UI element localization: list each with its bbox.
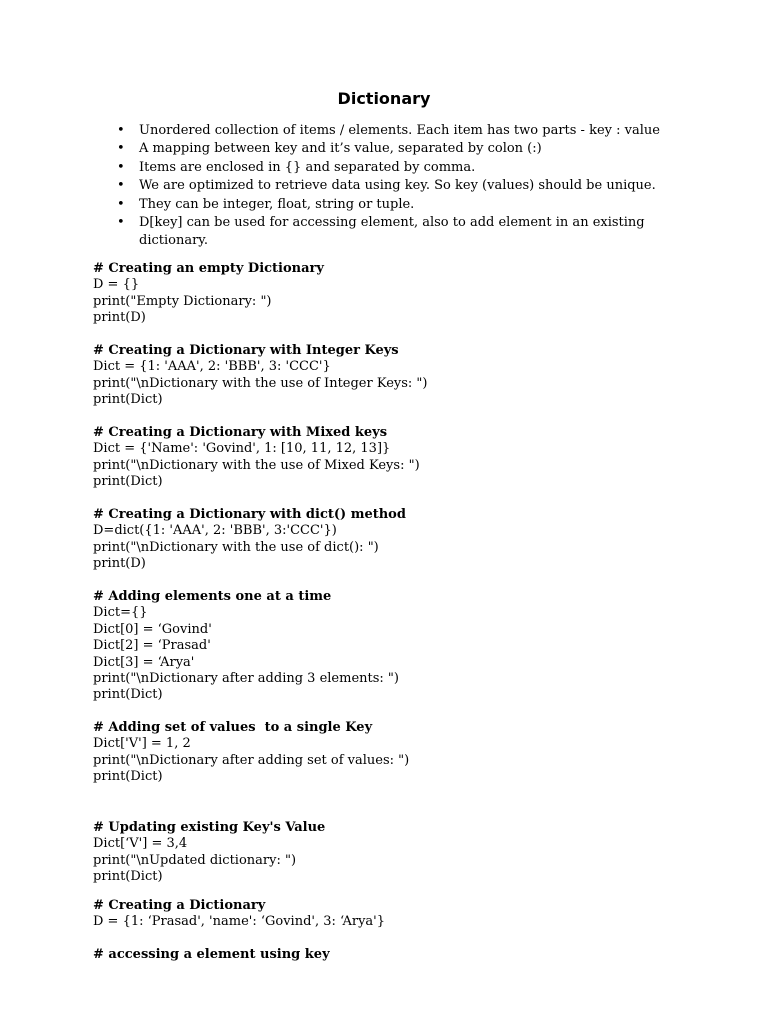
code-section-updating-value <box>93 820 693 886</box>
code-line: print("\nDictionary after adding 3 elements: ") <box>93 670 399 686</box>
code-line: print(Dict) <box>93 474 163 490</box>
code-line: Dict[3] = ‘Arya' <box>93 654 195 670</box>
section-heading: # Updating existing Key's Value <box>93 820 326 835</box>
code-line: D = {1: ‘Prasad', 'name': ‘Govind', 3: ‘Arya'} <box>93 914 386 930</box>
bullet-item: • D[key] can be used for accessing element, also to add element in an existing dictionary. <box>117 214 677 251</box>
code-section-dict-method <box>93 507 693 573</box>
code-section-empty-dictionary <box>93 261 693 327</box>
bullet-list <box>117 122 677 251</box>
code-line: Dict[‘V'] = 3,4 <box>93 836 188 852</box>
section-heading: # Creating a Dictionary with Integer Keys <box>93 343 399 358</box>
code-line: Dict = {'Name': 'Govind', 1: [10, 11, 12, 13]} <box>93 441 391 457</box>
page-title: Dictionary <box>337 89 431 108</box>
code-line: Dict['V'] = 1, 2 <box>93 736 191 752</box>
code-line: print(Dict) <box>93 687 163 703</box>
code-section-adding-elements <box>93 589 693 704</box>
bullet-item: • They can be integer, float, string or tuple. <box>117 196 677 214</box>
section-heading: # Creating a Dictionary <box>93 898 266 913</box>
section-heading: # Creating an empty Dictionary <box>93 261 324 276</box>
code-line: print("\nDictionary after adding set of values: ") <box>93 752 410 768</box>
code-line: print("Empty Dictionary: ") <box>93 293 272 309</box>
code-line: print(Dict) <box>93 769 163 785</box>
code-line: print(D) <box>93 556 146 572</box>
section-heading: # Adding set of values to a single Key <box>93 720 373 735</box>
code-section-integer-keys <box>93 343 693 409</box>
section-heading: # Creating a Dictionary with dict() method <box>93 507 406 522</box>
code-line: Dict = {1: 'AAA', 2: 'BBB', 3: 'CCC'} <box>93 359 331 375</box>
code-section-accessing-element <box>93 947 693 963</box>
section-heading: # accessing a element using key <box>93 947 330 962</box>
code-line: print(Dict) <box>93 392 163 408</box>
bullet-item: • A mapping between key and it’s value, separated by colon (:) <box>117 140 677 158</box>
code-line: Dict[2] = ‘Prasad' <box>93 638 211 654</box>
code-section-creating-dictionary <box>93 898 693 931</box>
bullet-item: • Unordered collection of items / elements. Each item has two parts - key : value <box>117 122 677 140</box>
code-line: print(D) <box>93 310 146 326</box>
code-line: print("\nDictionary with the use of Mixed Keys: ") <box>93 457 420 473</box>
code-section-set-of-values <box>93 720 693 786</box>
code-line: D = {} <box>93 277 140 293</box>
code-line: Dict={} <box>93 605 148 621</box>
code-line: print(Dict) <box>93 869 163 885</box>
code-section-mixed-keys <box>93 425 693 491</box>
code-line: D=dict({1: 'AAA', 2: 'BBB', 3:'CCC'}) <box>93 523 337 539</box>
section-heading: # Creating a Dictionary with Mixed keys <box>93 425 388 440</box>
code-line: print("\nDictionary with the use of Integer Keys: ") <box>93 375 428 391</box>
bullet-item: • We are optimized to retrieve data using key. So key (values) should be unique. <box>117 177 677 195</box>
code-line: Dict[0] = ‘Govind' <box>93 621 212 637</box>
code-line: print("\nDictionary with the use of dict(): ") <box>93 539 379 555</box>
code-line: print("\nUpdated dictionary: ") <box>93 852 297 868</box>
section-heading: # Adding elements one at a time <box>93 589 332 604</box>
bullet-item: • Items are enclosed in {} and separated by comma. <box>117 159 677 177</box>
